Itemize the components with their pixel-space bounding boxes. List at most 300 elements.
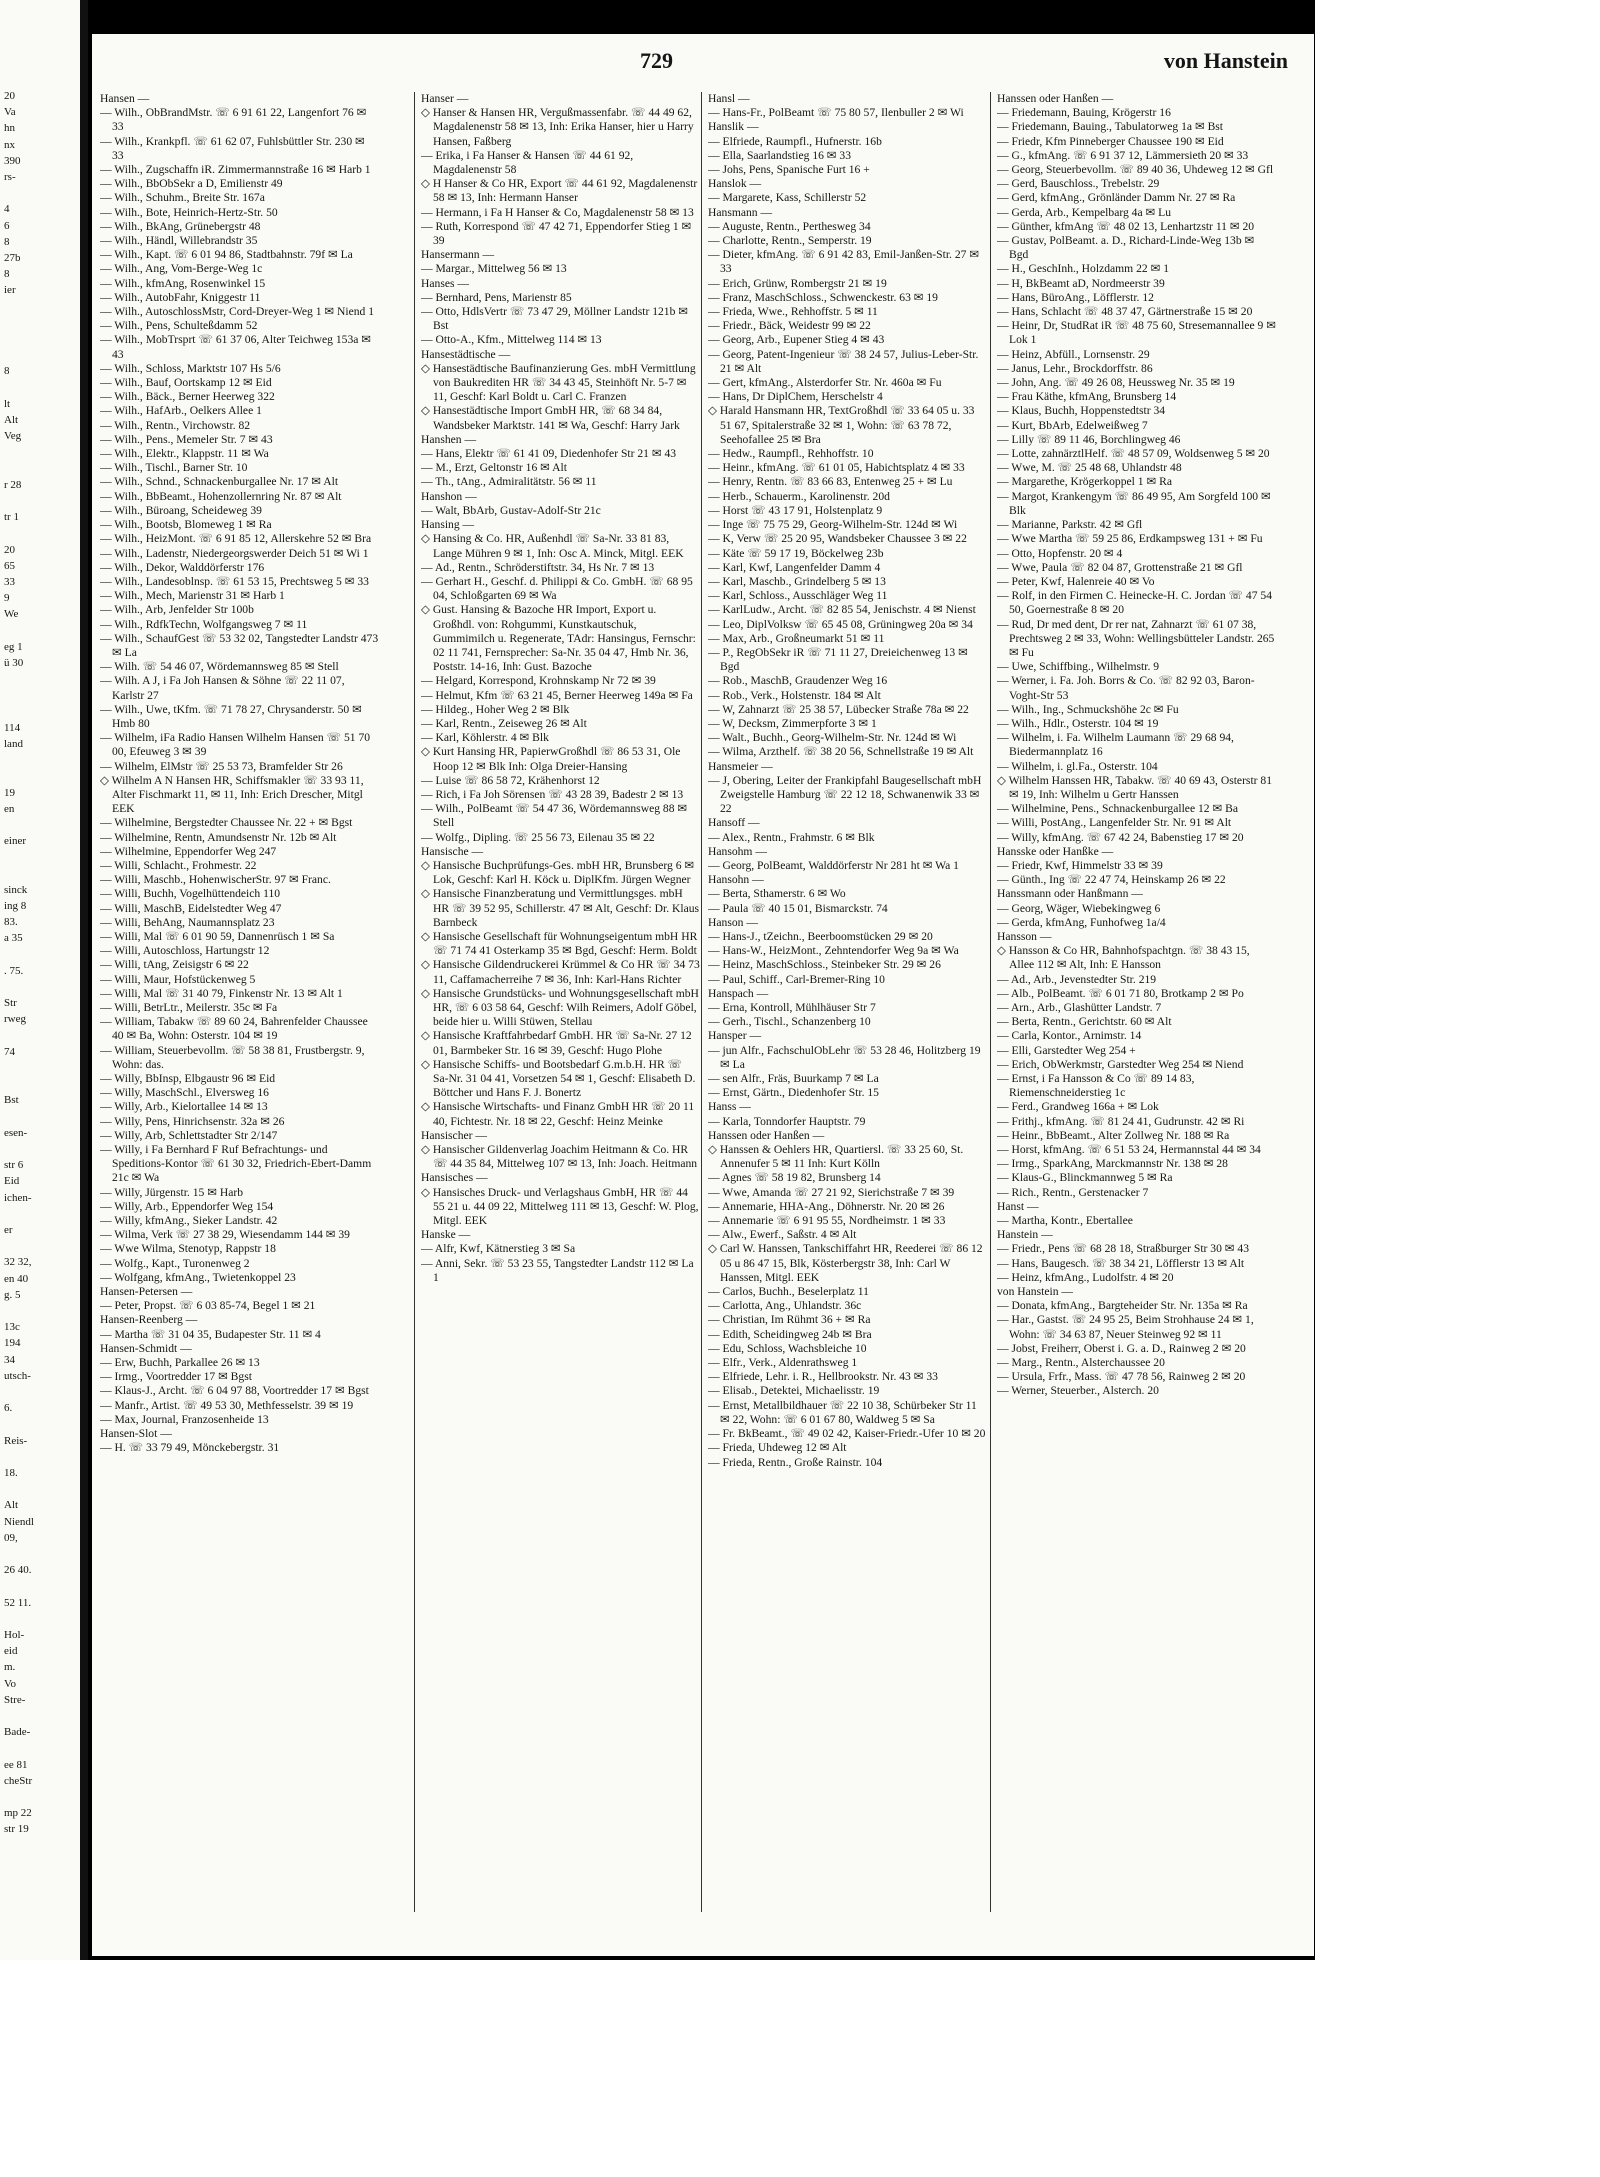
list-item: — Friedr, Kwf, Himmelstr 33 ✉ 39 [997,858,1163,872]
facing-page-fragment: mp 22 [4,1807,32,1820]
list-item: — Marg., Rentn., Alsterchaussee 20 [997,1356,1165,1370]
facing-page-fragment: 26 40. [4,1564,32,1577]
list-item: — Willy, kfmAng. ☏ 67 42 24, Babenstieg 17 ✉ 20 [997,830,1244,844]
list-item: — Wilhelm, i. gl.Fa., Osterstr. 104 [997,759,1158,773]
facing-page-fragment: Reis- [4,1434,28,1447]
facing-page-fragment: cheStr [4,1774,33,1787]
surname-heading: Hansen-Schmidt — [100,1341,192,1355]
list-item: — Gustav, PolBeamt. a. D., Richard-Linde-Weg 13b ✉ Bgd [997,234,1255,262]
list-item: — KarlLudw., Archt. ☏ 82 85 54, Jenischstr. 4 ✉ Nienst [708,603,976,617]
surname-heading: Hanske — [421,1228,471,1242]
list-item: — Ad., Rentn., Schröderstiftstr. 34, Hs Nr. 7 ✉ 13 [421,560,655,574]
list-item: — Willi, Schlacht., Frohmestr. 22 [100,858,257,872]
list-item: — Wilhelmine, Eppendorfer Weg 247 [100,844,277,858]
list-item: — Agnes ☏ 58 19 82, Brunsberg 14 [708,1171,881,1185]
list-item: — Har., Gastst. ☏ 24 95 25, Beim Strohhause 24 ✉ 1, Wohn: ☏ 34 63 87, Neuer Steinweg 92 ✉ 11 [997,1313,1254,1341]
list-item: — Max, Arb., Großneumarkt 51 ✉ 11 [708,631,885,645]
list-item: — Willi, MaschB, Eidelstedter Weg 47 [100,901,282,915]
surname-heading: Hansohm — [708,844,767,858]
list-item: — Wilh. ☏ 54 46 07, Wördemannsweg 85 ✉ Stell [100,660,339,674]
facing-page-fragment: Str [4,997,17,1010]
list-item: — Willi, Maschb., HohenwischerStr. 97 ✉ Franc. [100,873,331,887]
list-item: ◇ Kurt Hansing HR, PapierwGroßhdl ☏ 86 53 31, Ole Hoop 12 ✉ Blk Inh: Olga Dreier-Hansing [421,745,681,773]
list-item: — Margarethe, Krögerkoppel 1 ✉ Ra [997,475,1172,489]
list-item: — Werner, i. Fa. Joh. Borrs & Co. ☏ 82 92 03, Baron-Voght-Str 53 [997,674,1255,702]
facing-page-fragment: nx [4,138,15,151]
list-item: — Lotte, zahnärztlHelf. ☏ 48 57 09, Woldsenweg 5 ✉ 20 [997,447,1270,461]
list-item: — H, BkBeamt aD, Nordmeerstr 39 [997,276,1165,290]
list-item: — Peter, Propst. ☏ 6 03 85-74, Begel 1 ✉ 21 [100,1299,316,1313]
list-item: — Rich, i Fa Joh Sörensen ☏ 43 28 39, Badestr 2 ✉ 13 [421,787,684,801]
list-item: — Gerh., Tischl., Schanzenberg 10 [708,1015,871,1029]
list-item: — Manfr., Artist. ☏ 49 53 30, Methfesselstr. 39 ✉ 19 [100,1398,354,1412]
list-item: — Donata, kfmAng., Bargteheider Str. Nr. 135a ✉ Ra [997,1299,1248,1313]
surname-heading: Hansper — [708,1029,762,1043]
list-item: — Karl, Rentn., Zeiseweg 26 ✉ Alt [421,716,587,730]
list-item: — Wilh., Kapt. ☏ 6 01 94 86, Stadtbahnstr. 79f ✉ La [100,248,353,262]
list-item: — Wilh., BbBeamt., Hohenzollernring Nr. 87 ✉ Alt [100,489,342,503]
list-item: — Georg, Arb., Eupener Stieg 4 ✉ 43 [708,333,885,347]
facing-page-edge [0,0,88,1960]
list-item: — P., RegObSekr iR ☏ 71 11 27, Dreieichenweg 13 ✉ Bgd [708,645,968,674]
list-item: — Gerda, Arb., Kempelbarg 4a ✉ Lu [997,205,1172,219]
list-item: — Martha, Kontr., Ebertallee [997,1214,1133,1228]
list-item: — Wilh., AutobFahr, Kniggestr 11 [100,290,261,304]
list-item: ◇ Hansische Wirtschafts- und Finanz GmbH HR ☏ 20 11 40, Fichtestr. Nr. 18 ✉ 22, Geschf: Heinz Meinke [421,1100,695,1128]
list-item: ◇ Hansische Gesellschaft für Wohnungseigentum mbH HR ☏ 71 74 41 Osterkamp 35 ✉ Bgd, Geschf: Herm. Boldt [421,929,698,958]
surname-heading: Hanses — [421,276,469,290]
list-item: — Wilh., Ladenstr, Niedergeorgswerder Deich 51 ✉ Wi 1 [100,546,369,560]
facing-page-fragment: 74 [4,1045,15,1058]
facing-page-fragment: en 40 [4,1272,29,1285]
facing-page-fragment: land [4,738,23,750]
list-item: — Horst, kfmAng. ☏ 6 51 53 24, Hermannstal 44 ✉ 34 [997,1143,1261,1157]
list-item: — Wilh., Krankpfl. ☏ 61 62 07, Fuhlsbüttler Str. 230 ✉ 33 [100,134,365,162]
list-item: — Edith, Scheidingweg 24b ✉ Bra [708,1327,872,1341]
facing-page-fragment: r 28 [4,478,22,491]
facing-page-fragment: 09, [4,1531,18,1544]
list-item: — Marianne, Parkstr. 42 ✉ Gfl [997,518,1143,532]
surname-heading: von Hanstein — [997,1285,1073,1299]
list-item: — Bernhard, Pens, Marienstr 85 [421,290,572,304]
surname-heading: Hansisches — [421,1171,488,1185]
list-item: — Willy, i Fa Bernhard F Ruf Befrachtungs- und Speditions-Kontor ☏ 61 30 32, Friedrich-Ebert-Damm 21c ✉ Wa [100,1143,372,1185]
list-item: — Wolfgang, kfmAng., Twietenkoppel 23 [100,1270,296,1284]
list-item: — Wilh., Uwe, tKfm. ☏ 71 78 27, Chrysanderstr. 50 ✉ Hmb 80 [100,702,362,730]
list-item: — Carlos, Buchh., Beselerplatz 11 [708,1285,869,1299]
list-item: — Wwe, Amanda ☏ 27 21 92, Sierichstraße 7 ✉ 39 [708,1185,955,1199]
facing-page-fragment: . 75. [4,964,24,977]
list-item: — Georg, Patent-Ingenieur ☏ 38 24 57, Julius-Leber-Str. 21 ✉ Alt [708,347,979,375]
list-item: — Peter, Kwf, Halenreie 40 ✉ Vo [997,574,1155,588]
list-item: — Hedw., Raumpfl., Rehhoffstr. 10 [708,447,874,461]
list-item: — Ernst, i Fa Hansson & Co ☏ 89 14 83, Riemenschneiderstieg 1c [997,1072,1195,1100]
list-item: — Willy, Pens, Hinrichsenstr. 32a ✉ 26 [100,1114,285,1128]
facing-page-fragment: 194 [4,1337,21,1350]
list-item: — John, Ang. ☏ 49 26 08, Heussweg Nr. 35 ✉ 19 [997,376,1235,390]
list-item: — Georg, Wäger, Wiebekingweg 6 [997,901,1161,915]
facing-page-fragment: Veg [4,430,22,443]
list-item: — Friedr, Kfm Pinneberger Chaussee 190 ✉ Eid [997,134,1224,148]
list-item: ◇ Gust. Hansing & Bazoche HR Import, Export u. Großhdl. von: Rohgummi, Kunstkautschuk, Gummimilch u. Regenerate, TAdr: Hansingus, Fernschr: 02 11 741, Fernsprecher: Sa-Nr. 35 04 47, Hmb Nr. 36, Poststr. 14-16, Inh: Gust. Bazoche [421,603,696,674]
list-item: — Irmg., Voortredder 17 ✉ Bgst [100,1370,252,1384]
facing-page-fragment: 65 [4,559,15,572]
surname-heading: Hanshen — [421,432,477,446]
list-item: — Wilh., MobTrsprt ☏ 61 37 06, Alter Teichweg 153a ✉ 43 [100,333,372,361]
list-item: — Hans-J., tZeichn., Beerboomstücken 29 ✉ 20 [708,929,933,943]
list-item: — Hildeg., Hoher Weg 2 ✉ Blk [421,702,570,716]
list-item: — Wilh., Elektr., Klappstr. 11 ✉ Wa [100,447,269,461]
list-item: — Jobst, Freiherr, Oberst i. G. a. D., Rainweg 2 ✉ 20 [997,1341,1246,1355]
facing-page-fragment: 6. [4,1402,13,1415]
list-item: — Johs, Pens, Spanische Furt 16 + [708,163,870,177]
facing-page-fragment: eid [4,1645,18,1658]
list-item: — Ursula, Frfr., Mass. ☏ 47 78 56, Rainweg 2 ✉ 20 [997,1370,1246,1384]
list-item: — Wilh., Tischl., Barner Str. 10 [100,461,248,475]
list-item: — Helmut, Kfm ☏ 63 21 45, Berner Heerweg 149a ✉ Fa [421,688,693,702]
facing-page-fragment: 33 [4,576,15,588]
column-4 [990,92,1276,1912]
list-item: — Wilh., Bäck., Berner Heerweg 322 [100,390,275,404]
list-item: — Hans, BüroAng., Löfflerstr. 12 [997,290,1154,304]
list-item: — Carlotta, Ang., Uhlandstr. 36c [708,1299,862,1313]
column-3 [701,92,987,1912]
list-item: — Rich., Rentn., Gerstenacker 7 [997,1185,1149,1199]
list-item: — William, Tabakw ☏ 89 60 24, Bahrenfelder Chaussee 40 ✉ Ba, Wohn: Osterstr. 104 ✉ 19 [100,1015,368,1043]
facing-page-fragment: ee 81 [4,1758,28,1771]
facing-page-fragment: Alt [4,1499,19,1512]
surname-heading: Hanser — [421,92,469,105]
list-item: — K, Verw ☏ 25 20 95, Wandsbeker Chaussee 3 ✉ 22 [708,532,967,546]
list-item: ◇ Harald Hansmann HR, TextGroßhdl ☏ 33 64 05 u. 33 51 67, Spitalerstraße 32 ✉ 1, Wohn: ☏ 63 78 72, Seehofallee 25 ✉ Bra [708,404,975,446]
list-item: — Heinr., BbBeamt., Alter Zollweg Nr. 188 ✉ Ra [997,1128,1230,1142]
list-item: — Herb., Schauerm., Karolinenstr. 20d [708,489,890,503]
list-item: — Arn., Arb., Glashütter Landstr. 7 [997,1001,1162,1014]
list-item: — Elfriede, Raumpfl., Hufnerstr. 16b [708,134,882,148]
list-item: — Heinr, Dr, StudRat iR ☏ 48 75 60, Stresemannallee 9 ✉ Lok 1 [997,319,1276,347]
list-item: — Carla, Kontor., Arnimstr. 14 [997,1029,1142,1043]
facing-page-fragment: Alt [4,414,19,426]
surname-heading: Hansischer — [421,1128,488,1142]
list-item: — Wilh., Bauf, Oortskamp 12 ✉ Eid [100,376,272,390]
facing-page-fragment: ier [4,284,16,297]
list-item: — Irmg., SparkAng, Marckmannstr Nr. 138 ✉ 28 [997,1157,1228,1171]
surname-heading: Hanspach — [708,986,769,1000]
surname-heading: Hansl — [708,92,750,105]
list-item: — Wilh., Schnd., Schnackenburgallee Nr. 17 ✉ Alt [100,475,339,489]
list-item: — Käte ☏ 59 17 19, Böckelweg 23b [708,546,884,560]
list-item: — Wilhelm, iFa Radio Hansen Wilhelm Hansen ☏ 51 70 00, Efeuweg 3 ✉ 39 [100,731,371,759]
list-item: — J, Obering, Leiter der Frankipfahl Baugesellschaft mbH Zweigstelle Hamburg ☏ 22 12 18, Schwanenwik 33 ✉ 22 [708,773,982,816]
list-item: — Alfr, Kwf, Kätnerstieg 3 ✉ Sa [421,1242,576,1256]
list-item: — Leo, DiplVolksw ☏ 65 45 08, Grüningweg 20a ✉ 34 [708,617,973,631]
list-item: — Willy, Jürgenstr. 15 ✉ Harb [100,1185,243,1199]
facing-page-fragment: Bade- [4,1726,31,1739]
facing-page-fragment: 4 [4,203,10,216]
list-item: ◇ Hansische Finanzberatung und Vermittlungsges. mbH HR ☏ 39 52 95, Schillerstr. 47 ✉ Alt, Geschf: Dr. Klaus Barnbeck [421,887,700,929]
list-item: — Elfriede, Lehr. i. R., Hellbrookstr. Nr. 43 ✉ 33 [708,1370,938,1384]
list-item: — Wilhelmine, Pens., Schnackenburgallee 12 ✉ Ba [997,802,1238,816]
list-item: — Ella, Saarlandstieg 16 ✉ 33 [708,148,852,162]
list-item: — G., kfmAng. ☏ 6 91 37 12, Lämmersieth 20 ✉ 33 [997,148,1249,162]
facing-page-fragment: 9 [4,592,10,605]
surname-heading: Hansson — [997,929,1052,943]
surname-heading: Hansing — [421,518,475,532]
list-item: — Horst ☏ 43 17 91, Holstenplatz 9 [708,503,883,517]
list-item: — Willi, Mal ☏ 31 40 79, Finkenstr Nr. 13 ✉ Alt 1 [100,986,343,1000]
facing-page-fragment: 52 11. [4,1596,32,1609]
list-item: — Willi, PostAng., Langenfelder Str. Nr. 91 ✉ Alt [997,816,1232,830]
list-item: — Günth., Ing ☏ 22 47 74, Heinskamp 26 ✉ 22 [997,873,1226,887]
list-item: ◇ Hansische Grundstücks- und Wohnungsgesellschaft mbH HR, ☏ 6 03 58 64, Geschf: Wilh Reimers, Adolf Göbel, beide hier u. Willi Stüwen, Stellau [421,986,699,1029]
list-item: — Rob., Verk., Holstenstr. 184 ✉ Alt [708,688,881,702]
list-item: — Erich, Grünw, Rombergstr 21 ✉ 19 [708,276,887,290]
list-item: — Klaus-J., Archt. ☏ 6 04 97 88, Voortredder 17 ✉ Bgst [100,1384,369,1398]
facing-page-fragment: 8 [4,235,10,248]
surname-heading: Hansische — [421,844,484,858]
list-item: — Willi, BetrLtr., Meilerstr. 35c ✉ Fa [100,1001,278,1014]
list-item: — Franz, MaschSchloss., Schwenckestr. 63 ✉ 19 [708,290,938,304]
surname-heading: Hanssen oder Hanßen — [997,92,1114,105]
surname-heading: Hansen-Slot — [100,1427,172,1441]
facing-page-fragment: lt [4,397,11,410]
list-item: — Frau Käthe, kfmAng, Brunsberg 14 [997,390,1177,404]
list-item: — Hans, Elektr ☏ 61 41 09, Diedenhofer Str 21 ✉ 43 [421,447,677,461]
list-item: — Alw., Ewerf., Saßstr. 4 ✉ Alt [708,1228,857,1242]
list-item: — Heinr., kfmAng. ☏ 61 01 05, Habichtsplatz 4 ✉ 33 [708,461,965,475]
list-item: — W, Zahnarzt ☏ 25 38 57, Lübecker Straße 78a ✉ 22 [708,702,969,716]
list-item: — Erich, ObWerkmstr, Garstedter Weg 254 ✉ Niend [997,1057,1244,1071]
facing-page-fragment: 390 [4,154,21,167]
list-item: — Wilh., Pens, Schulteßdamm 52 [100,319,258,333]
list-item: — Karl, Maschb., Grindelberg 5 ✉ 13 [708,574,886,588]
list-item: — Günther, kfmAng ☏ 48 02 13, Lenhartzstr 11 ✉ 20 [997,219,1255,233]
list-item: — Dieter, kfmAng. ☏ 6 91 42 83, Emil-Janßen-Str. 27 ✉ 33 [708,248,980,276]
facing-page-fragment: We [4,608,19,621]
facing-page-fragment: sinck [4,883,28,896]
list-item: — Klaus, Buchh, Hoppenstedtstr 34 [997,404,1166,418]
facing-page-fragment: esen- [4,1126,28,1139]
list-item: — Wilh., Rentn., Virchowstr. 82 [100,418,251,432]
list-item: — Erika, i Fa Hanser & Hansen ☏ 44 61 92, Magdalenenstr 58 [421,148,634,177]
surname-heading: Hanst — [997,1199,1039,1213]
list-item: — Annemarie ☏ 6 91 95 55, Nordheimstr. 1 ✉ 33 [708,1214,946,1228]
list-item: — Willy, Arb., Eppendorfer Weg 154 [100,1199,274,1213]
list-item: — Margot, Krankengym ☏ 86 49 95, Am Sorgfeld 100 ✉ Blk [997,489,1271,517]
list-item: — Willi, Autoschloss, Hartungstr 12 [100,944,270,958]
list-item: — Berta, Rentn., Gerichtstr. 60 ✉ Alt [997,1015,1172,1029]
list-item: — Elfr., Verk., Aldenrathsweg 1 [708,1356,858,1370]
facing-page-fragment: g. 5 [4,1288,21,1301]
list-item: — Erna, Kontroll, Mühlhäuser Str 7 [708,1001,876,1014]
list-item: — Willi, Mal ☏ 6 01 90 59, Dannenrüsch 1 ✉ Sa [100,929,335,943]
surname-heading: Hansoff — [708,816,760,830]
list-item: — Ruth, Korrespond ☏ 47 42 71, Eppendorfer Stieg 1 ✉ 39 [421,219,692,248]
list-item: — Wilhelm, i. Fa. Wilhelm Laumann ☏ 29 68 94, Biedermannplatz 16 [997,731,1234,759]
facing-page-fragment: 19 [4,786,15,799]
surname-heading: Hansermann — [421,248,495,262]
facing-page-fragment: ü 30 [4,657,24,669]
list-item: — Wwe, M. ☏ 25 48 68, Uhlandstr 48 [997,461,1182,475]
list-item: — Wilh., kfmAng, Rosenwinkel 15 [100,276,266,290]
list-item: ◇ Hansson & Co HR, Bahnhofspachtgn. ☏ 38 43 15, Allee 112 ✉ Alt, Inh: E Hansson [997,944,1250,972]
list-item: — Auguste, Rentn., Perthesweg 34 [708,219,871,233]
facing-page-fragment: tr 1 [4,511,19,524]
list-item: — Charlotte, Rentn., Semperstr. 19 [708,234,872,248]
list-item: — Wilh., Mech, Marienstr 31 ✉ Harb 1 [100,589,285,603]
list-item: — Wwe Wilma, Stenotyp, Rappstr 18 [100,1242,276,1256]
list-item: — Otto, HdlsVertr ☏ 73 47 29, Möllner Landstr 121b ✉ Bst [421,305,689,333]
surname-heading: Hanssmann oder Hanßmann — [997,887,1143,901]
facing-page-fragment: 6 [4,219,10,232]
facing-page-fragment: 34 [4,1353,15,1366]
list-item: — Annemarie, HHA-Ang., Döhnerstr. Nr. 20 ✉ 26 [708,1199,945,1213]
facing-page-fragment: 32 32, [4,1256,32,1269]
list-item: — Hermann, i Fa H Hanser & Co, Magdalenenstr 58 ✉ 13 [421,205,694,219]
list-item: ◇ Hansestädtische Baufinanzierung Ges. mbH Vermittlung von Baukrediten HR ☏ 34 43 45, Steinhöft Nr. 5-7 ✉ 11, Geschf: Karl Boldt u. Carl C. Franzen [421,361,696,404]
surname-heading: Hansen-Reenberg — [100,1313,198,1327]
list-item: — Wilh., Bote, Heinrich-Hertz-Str. 50 [100,205,278,219]
list-item: — Georg, PolBeamt, Walddörferstr Nr 281 ht ✉ Wa 1 [708,858,959,872]
list-item: — Wilh., Landesoblnsp. ☏ 61 53 15, Prechtsweg 5 ✉ 33 [100,574,369,588]
list-item: — Friedemann, Bauing., Tabulatorweg 1a ✉ Bst [997,120,1224,134]
facing-page-fragment: rs- [4,171,16,183]
list-item: — Lilly ☏ 89 11 46, Borchlingweg 46 [997,432,1181,446]
list-item: ◇ H Hanser & Co HR, Export ☏ 44 61 92, Magdalenenstr 58 ✉ 13, Inh: Hermann Hanser [421,177,698,205]
list-item: — Karl, Schloss., Ausschläger Weg 11 [708,589,888,603]
list-item: — Wilh., BkAng, Grünebergstr 48 [100,219,261,233]
list-item: — Karl, Köhlerstr. 4 ✉ Blk [421,731,549,745]
list-item: — Friedr., Pens ☏ 68 28 18, Straßburger Str 30 ✉ 43 [997,1242,1249,1256]
list-item: — Gerhart H., Geschf. d. Philippi & Co. GmbH. ☏ 68 95 04, Schloßgarten 69 ✉ Wa [421,574,693,603]
page-number: 729 [640,48,673,73]
list-item: — M., Erzt, Geltonstr 16 ✉ Alt [421,461,567,475]
list-item: — Hans, Baugesch. ☏ 38 34 21, Löfflerstr 13 ✉ Alt [997,1256,1245,1270]
surname-heading: Hansske oder Hanßke — [997,844,1114,858]
list-item: — Heinz, MaschSchloss., Steinbeker Str. 29 ✉ 26 [708,958,941,972]
facing-page-fragment: m. [4,1661,16,1674]
list-item: — Rolf, in den Firmen C. Heinecke-H. C. Jordan ☏ 47 54 50, Goernestraße 8 ✉ 20 [997,589,1272,617]
list-item: — Willi, Maur, Hofstückenweg 5 [100,972,256,986]
list-item: — Heinz, Abfüll., Lornsenstr. 29 [997,347,1150,361]
facing-page-fragment: Stre- [4,1693,26,1706]
list-item: — Fr. BkBeamt., ☏ 49 02 42, Kaiser-Friedr.-Ufer 10 ✉ 20 [708,1427,986,1441]
list-item: — Ad., Arb., Jevenstedter Str. 219 [997,972,1157,986]
list-item: — Walt., Buchh., Georg-Wilhelm-Str. Nr. 124d ✉ Wi [708,731,957,745]
facing-page-fragment: Bst [4,1094,19,1107]
list-item: — Friedemann, Bauing, Krögerstr 16 [997,106,1171,120]
facing-page-fragment: Niendl [4,1515,34,1528]
list-item: — Berta, Sthamerstr. 6 ✉ Wo [708,887,846,901]
surname-heading: Hanslok — [708,177,762,191]
list-item: — Kurt, BbArb, Edelweißweg 7 [997,418,1148,432]
list-item: — Wilh. A J, i Fa Joh Hansen & Söhne ☏ 22 11 07, Karlstr 27 [100,674,345,702]
list-item: — Wilh., AutoschlossMstr, Cord-Dreyer-Weg 1 ✉ Niend 1 [100,305,375,319]
list-item: — Wilh., SchaufGest ☏ 53 32 02, Tangstedter Landstr 473 ✉ La [100,631,379,659]
list-item: ◇ Hansisches Druck- und Verlagshaus GmbH, HR ☏ 44 55 21 u. 44 09 22, Mittelweg 111 ✉ 13, Geschf: W. Plog, Mitgl. EEK [421,1185,699,1228]
list-item: — Paul, Schiff., Carl-Bremer-Ring 10 [708,972,885,986]
facing-page-fragment: einer [4,835,26,848]
list-item: — Gerd, kfmAng., Grönländer Damm Nr. 27 ✉ Ra [997,191,1236,205]
surname-heading: Hansen-Petersen — [100,1285,193,1299]
list-item: — Gerda, kfmAng, Funhofweg 1a/4 [997,915,1166,929]
list-item: — Wilh., BbObSekr a D, Emilienstr 49 [100,177,283,191]
list-item: — Wilh., Zugschaffn iR. Zimmermannstraße 16 ✉ Harb 1 [100,163,371,177]
page-header [92,40,1314,80]
list-item: — Alb., PolBeamt. ☏ 6 01 71 80, Brotkamp 2 ✉ Po [997,986,1244,1000]
surname-heading: Hanson — [708,915,758,929]
list-item: — Wilma, Arzthelf. ☏ 38 20 56, Schnellstraße 19 ✉ Alt [708,745,974,759]
facing-page-fragment: 20 [4,543,15,556]
facing-page-fragment: 83. [4,916,18,929]
surname-heading: Hansen — [100,92,150,105]
list-item: — H., GeschInh., Holzdamm 22 ✉ 1 [997,262,1169,276]
list-item: ◇ Hansing & Co. HR, Außenhdl ☏ Sa-Nr. 33 81 83, Lange Mühren 9 ✉ 1, Inh: Osc A. Minck, Mitgl. EEK [421,532,684,560]
list-item: — Max, Journal, Franzosenheide 13 [100,1412,269,1426]
list-item: ◇ Hansischer Gildenverlag Joachim Heitmann & Co. HR ☏ 44 35 84, Mittelweg 107 ✉ 13, Inh: Joach. Heitmann [421,1143,698,1171]
list-item: — Wilh., RdfkTechn, Wolfgangsweg 7 ✉ 11 [100,617,308,631]
facing-page-fragment: ichen- [4,1191,32,1204]
list-item: — Frieda, Wwe., Rehhoffstr. 5 ✉ 11 [708,305,878,319]
list-item: — Wilh., Hdlr., Osterstr. 104 ✉ 19 [997,716,1159,730]
facing-page-fragment: 18. [4,1467,18,1479]
list-item: — Wilh., Schloss, Marktstr 107 Hs 5/6 [100,361,281,375]
list-item: ◇ Hansestädtische Import GmbH HR, ☏ 68 34 84, Wandsbeker Marktstr. 141 ✉ Wa, Geschf: Harry Jark [421,404,680,432]
list-item: — Wilh., Ing., Schmuckshöhe 2c ✉ Fu [997,702,1179,716]
list-item: ◇ Hanser & Hansen HR, Vergußmassenfabr. ☏ 44 49 62, Magdalenenstr 58 ✉ 13, Inh: Erika Hanser, hier u Harry Hansen, Faßberg [421,106,694,148]
facing-page-fragment: en [4,802,15,815]
facing-page-fragment: hn [4,122,15,135]
list-item: — sen Alfr., Fräs, Buurkamp 7 ✉ La [708,1072,879,1086]
facing-page-fragment: 20 [4,90,15,102]
list-item: — Willi, Buchh, Vogelhüttendeich 110 [100,887,281,901]
list-item: — Wilh., Arb, Jenfelder Str 100b [100,603,254,617]
list-item: — H. ☏ 33 79 49, Mönckebergstr. 31 [100,1441,280,1455]
list-item: — Ernst, Gärtn., Diedenhofer Str. 15 [708,1086,879,1100]
list-item: — Walt, BbArb, Gustav-Adolf-Str 21c [421,503,601,517]
list-item: — Janus, Lehr., Brockdorffstr. 86 [997,361,1153,375]
facing-page-fragment: Hol- [4,1629,25,1641]
list-item: — Frieda, Rentn., Große Rainstr. 104 [708,1455,883,1469]
facing-page-fragment: 27b [4,252,21,264]
facing-page-fragment: a 35 [4,932,23,945]
list-item: — Wilh., Ang, Vom-Berge-Weg 1c [100,262,263,276]
facing-page-fragment: 13c [4,1321,20,1334]
facing-page-fragment: Eid [4,1175,20,1188]
list-item: — Wilh., Schuhm., Breite Str. 167a [100,191,265,205]
list-item: — Hans, Schlacht ☏ 48 37 47, Gärtnerstraße 15 ✉ 20 [997,305,1253,319]
facing-page-fragment: ing 8 [4,900,27,912]
facing-page-fragment: 8 [4,365,10,378]
surname-heading: Hansmann — [708,205,773,219]
list-item: — Gert, kfmAng., Alsterdorfer Str. Nr. 460a ✉ Fu [708,376,942,390]
list-item: — Margar., Mittelweg 56 ✉ 13 [421,262,567,276]
facing-page-fragment: eg 1 [4,640,23,653]
list-item: — Th., tAng., Admiralitätstr. 56 ✉ 11 [421,475,597,489]
list-item: — Wilh., PolBeamt ☏ 54 47 36, Wördemannsweg 88 ✉ Stell [421,802,688,830]
facing-page-fragment: utsch- [4,1369,31,1382]
list-item: — Inge ☏ 75 75 29, Georg-Wilhelm-Str. 124d ✉ Wi [708,518,958,532]
list-item: — Uwe, Schiffbing., Wilhelmstr. 9 [997,660,1160,674]
list-item: — Karl, Kwf, Langenfelder Damm 4 [708,560,881,574]
list-item: — Frieda, Uhdeweg 12 ✉ Alt [708,1441,847,1455]
list-item: ◇ Hanssen & Oehlers HR, Quartiersl. ☏ 33 25 60, St. Annenufer 5 ✉ 11 Inh: Kurt Kölln [708,1143,964,1171]
list-item: — Hans-W., HeizMont., Zehntendorfer Weg 9a ✉ Wa [708,944,959,958]
list-item: — Margarete, Kass, Schillerstr 52 [708,191,867,205]
list-item: ◇ Hansische Gildendruckerei Krümmel & Co HR ☏ 34 73 11, Caffamacherreihe 7 ✉ 36, Inh: Karl-Hans Richter [421,958,700,986]
list-item: — Wilhelmine, Rentn, Amundsenstr Nr. 12b ✉ Alt [100,830,337,844]
list-item: — Willi, tAng, Zeisigstr 6 ✉ 22 [100,958,249,972]
